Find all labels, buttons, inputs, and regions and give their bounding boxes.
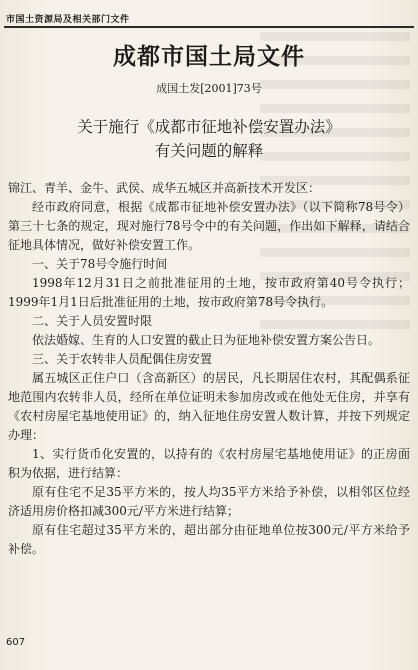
page-number: 607 [6, 637, 26, 648]
addressee: 锦江、青羊、金牛、武侯、成华五城区并高新技术开发区： [8, 181, 321, 195]
intro-paragraph: 经市政府同意，根据《成都市征地补偿安置办法》（以下简称78号令）第三十七条的规定，现对施行78号令中的有关问题，作出如下解释，请结合征地具体情况，做好补偿安置工作。 [8, 200, 410, 252]
issuer-title: 成都市国土局文件 [113, 43, 305, 70]
document-number: 成国土发[2001]73号 [156, 82, 262, 95]
section-1-text: 1998年12月31日之前批准征用的土地，按市政府第40号令执行；1999年1月1日后批准征用的土地，按市政府第78号令执行。 [8, 276, 410, 309]
item-1-case-b: 原有住宅超过35平方米的，超出部分由征地单位按300元/平方米给予补偿。 [8, 523, 410, 556]
notice-title [0, 115, 418, 163]
item-1-text: 1、实行货币化安置的，以持有的《农村房屋宅基地使用证》的正房面积为依据，进行结算： [8, 447, 410, 480]
document-body [8, 179, 410, 559]
section-2-heading: 二、关于人员安置时限 [32, 314, 153, 328]
header-divider [4, 26, 414, 28]
item-1-case-a: 原有住宅不足35平方米的，按人均35平方米给予补偿，以相邻区位经济适用房价格扣减300元/平方米进行结算； [8, 485, 410, 518]
notice-title-line-2: 有关问题的解释 [154, 142, 264, 160]
section-1-heading: 一、关于78号令施行时间 [32, 257, 168, 271]
notice-title-line-1: 关于施行《成都市征地补偿安置办法》 [77, 118, 341, 136]
section-header: 市国土资源局及相关部门文件 [6, 15, 130, 25]
section-3-heading: 三、关于农转非人员配偶住房安置 [32, 352, 213, 366]
section-3-text: 属五城区正住户口（含高新区）的居民，凡长期居住农村，其配偶系征地范围内农转非人员，经所在单位证明未参加房改或在他处无住房，并享有《农村房屋宅基地使用证》的，纳入征地住房安置人数计算，并按下列规定办理： [8, 371, 410, 442]
section-2-text: 依法婚嫁、生育的人口安置的截止日为征地补偿安置方案公告日。 [32, 333, 381, 347]
